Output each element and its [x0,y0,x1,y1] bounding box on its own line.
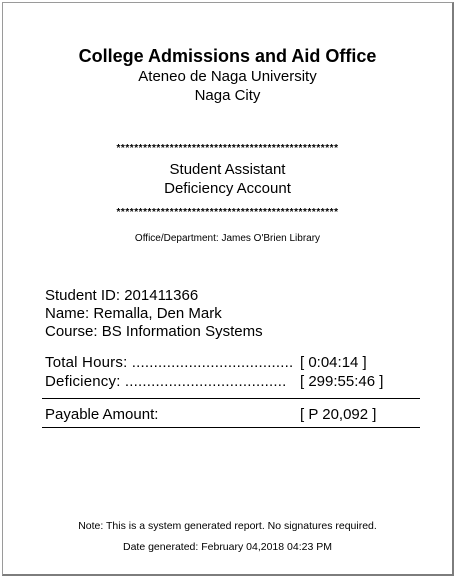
divider-top [42,398,420,399]
deficiency-row [45,373,384,390]
payable-amount-label: Payable Amount: [45,406,159,423]
student-course: Course: BS Information Systems [45,323,263,340]
payable-amount-value: [ P 20,092 ] [300,406,377,423]
university-name: Ateneo de Naga University [138,68,317,85]
deficiency-value: [ 299:55:46 ] [300,373,384,390]
account-type-line2: Deficiency Account [164,180,291,197]
star-separator-top: ************************************************** [116,143,339,154]
deficiency-label: Deficiency: ..................................... [45,373,287,390]
divider-bottom [42,427,420,428]
office-department: Office/Department: James O'Brien Library [134,233,321,244]
account-type-line1: Student Assistant [169,161,286,178]
date-generated: Date generated: February 04,2018 04:23 PM [123,541,332,553]
system-note: Note: This is a system generated report. No signatures required. [78,520,377,532]
student-name: Name: Remalla, Den Mark [45,305,222,322]
star-separator-bottom: ************************************************** [116,207,339,218]
office-title: College Admissions and Aid Office [78,46,377,66]
student-id: Student ID: 201411366 [45,287,199,304]
report-page [2,2,454,576]
total-hours-value: [ 0:04:14 ] [300,354,367,371]
total-hours-row [45,354,367,371]
city-name: Naga City [194,87,261,104]
payable-amount-row [45,406,377,423]
total-hours-label: Total Hours: ..................................... [45,354,294,371]
